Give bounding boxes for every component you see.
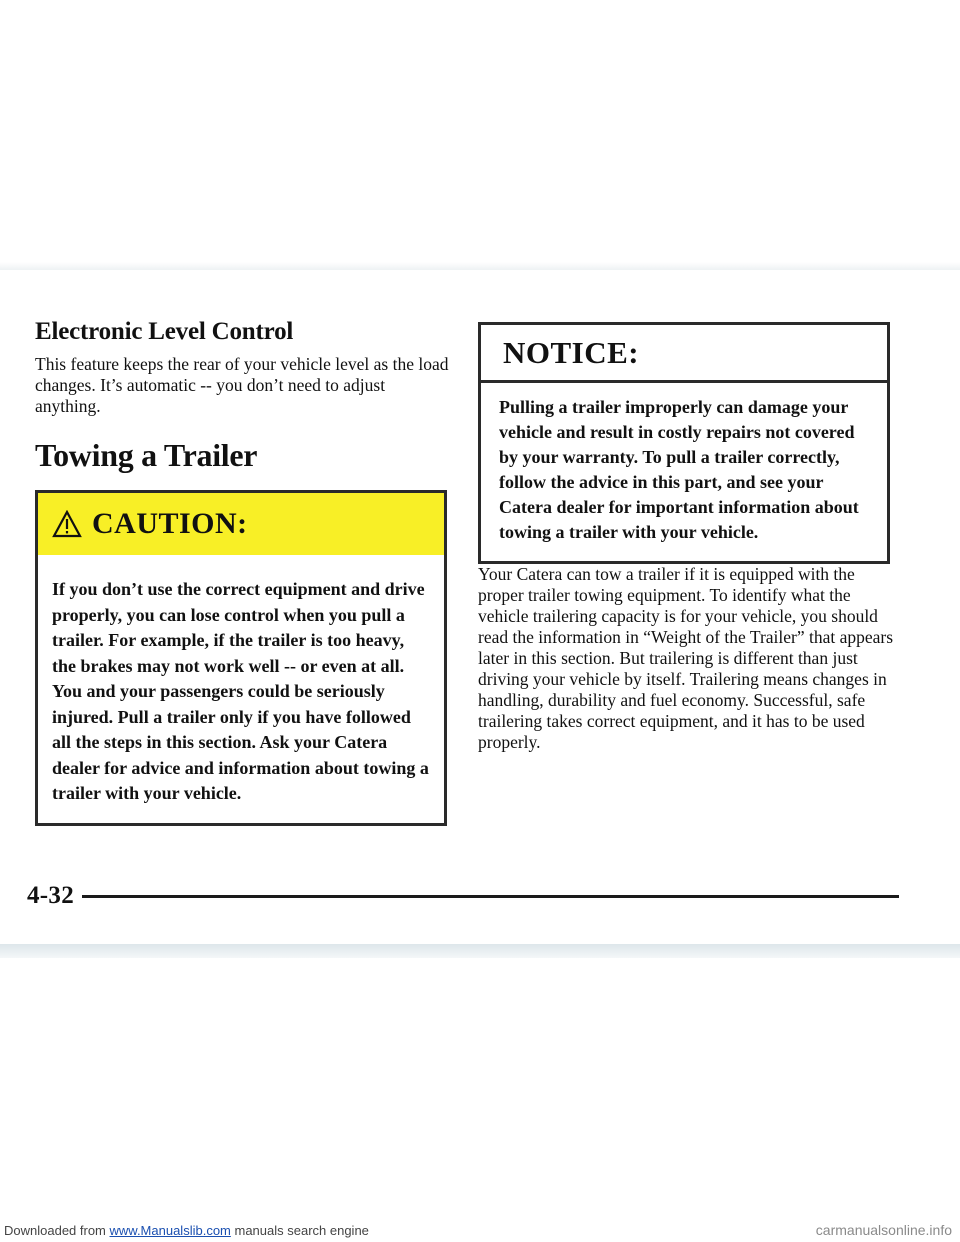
notice-header xyxy=(481,325,887,383)
notice-box xyxy=(478,322,890,564)
right-column xyxy=(478,322,898,753)
page-shade-top xyxy=(0,262,960,270)
manualslib-link[interactable]: www.Manualslib.com xyxy=(109,1223,231,1238)
trailer-capacity-paragraph: Your Catera can tow a trailer if it is equipped with the proper trailer towing equipment. To identify what the vehicle trailering capacity is for your vehicle, you should read the information in “Weight of the Trailer” that appears later in this section. But trailering is different than just driving your vehicle by itself. Trailering means changes in handling, durability and fuel economy. Successful, safe trailering takes correct equipment, and it has to be used properly. xyxy=(478,564,894,752)
watermark: carmanualsonline.info xyxy=(815,1222,952,1238)
left-column xyxy=(35,318,453,826)
caution-label: CAUTION: xyxy=(92,507,248,540)
heading-electronic-level-control: Electronic Level Control xyxy=(35,318,294,345)
download-credit xyxy=(4,1223,369,1238)
notice-text: Pulling a trailer improperly can damage your vehicle and result in costly repairs not covered by your warranty. To pull a trailer correctly, follow the advice in this part, and see your Catera dealer for important information about towing a trailer with your vehicle. xyxy=(499,397,859,542)
download-suffix: manuals search engine xyxy=(230,1223,369,1238)
elc-paragraph: This feature keeps the rear of your vehicle level as the load changes. It’s automatic -- you don’t need to adjust anything. xyxy=(35,354,449,416)
page-number: 4-32 xyxy=(27,882,75,909)
caution-box xyxy=(35,490,447,826)
download-prefix: Downloaded from xyxy=(4,1223,110,1238)
notice-body xyxy=(481,383,887,561)
caution-header xyxy=(38,493,444,555)
footer-rule xyxy=(82,895,899,898)
page-footer xyxy=(27,882,899,910)
warning-triangle-icon xyxy=(52,510,82,538)
caution-body xyxy=(38,555,444,823)
caution-text: If you don’t use the correct equipment and drive properly, you can lose control when you pull a trailer. For example, if the trailer is too heavy, the brakes may not work well -- or even at all. You and your passengers could be seriously injured. Pull a trailer only if you have followed all the steps in this section. Ask your Catera dealer for advice and information about towing a trailer with your vehicle. xyxy=(52,579,429,803)
page-shade-bottom xyxy=(0,944,960,958)
heading-towing-a-trailer: Towing a Trailer xyxy=(35,437,258,473)
notice-label: NOTICE: xyxy=(503,334,640,370)
